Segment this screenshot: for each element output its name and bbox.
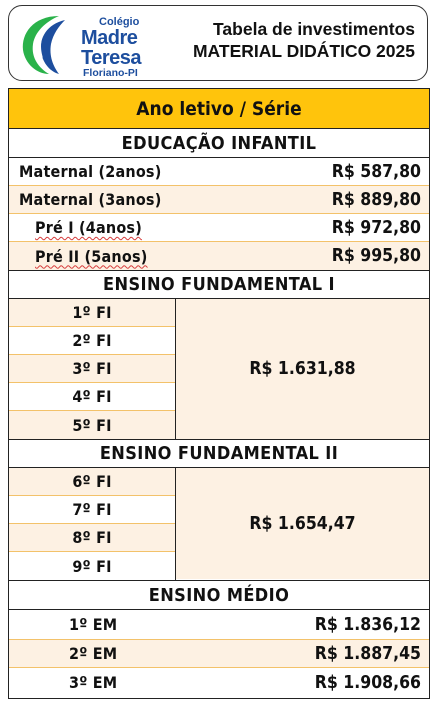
price-value: R$ 1.654,47 — [249, 513, 356, 534]
title-line-2: MATERIAL DIDÁTICO 2025 — [192, 40, 415, 61]
grade-label: 1º FI — [72, 303, 112, 322]
column-header-label: Ano letivo / Série — [136, 97, 302, 120]
grade-label: 6º FI — [72, 472, 112, 491]
table-row — [9, 668, 429, 697]
grade-label: 9º FI — [72, 556, 112, 576]
section-title-fundamental-1: ENSINO FUNDAMENTAL I — [103, 274, 335, 295]
grade-label: 4º FI — [72, 387, 112, 406]
merged-price-cell — [176, 299, 429, 438]
section-title-fundamental-2: ENSINO FUNDAMENTAL II — [99, 443, 339, 464]
section-header-infantil — [9, 129, 429, 158]
grade-label: 5º FI — [72, 415, 112, 435]
grade-label: 3º EM — [69, 673, 118, 692]
price-value: R$ 1.631,88 — [249, 358, 356, 379]
table-row — [9, 158, 429, 186]
grade-label: 1º EM — [69, 615, 118, 634]
table-row — [9, 214, 429, 242]
price-value: R$ 1.908,66 — [314, 672, 421, 693]
grade-label — [35, 214, 142, 241]
price-value: R$ 972,80 — [331, 217, 421, 238]
section-header-medio — [9, 581, 429, 610]
column-divider — [175, 299, 176, 439]
section-title-medio: ENSINO MÉDIO — [148, 584, 290, 606]
table-row — [9, 242, 429, 271]
grade-label — [35, 242, 148, 270]
logo-line-city: Floriano-PI — [83, 67, 138, 79]
logo-wordmark — [81, 17, 141, 79]
merged-price-cell — [176, 468, 429, 579]
price-value: R$ 1.836,12 — [314, 614, 421, 635]
price-value: R$ 995,80 — [331, 246, 421, 266]
section-title-infantil: EDUCAÇÃO INFANTIL — [121, 132, 317, 154]
logo-line-teresa: Teresa — [81, 47, 142, 69]
logo-line-madre: Madre — [81, 27, 138, 49]
table-row — [9, 186, 429, 214]
grade-label: 7º FI — [72, 500, 112, 519]
section-header-fundamental-2 — [9, 440, 429, 468]
document-header — [8, 5, 428, 81]
table-column-header — [9, 89, 429, 129]
grade-label: Maternal (2anos) — [19, 162, 162, 181]
table-row — [9, 610, 429, 640]
grade-label: 2º EM — [69, 644, 118, 663]
grade-label: Maternal (3anos) — [19, 190, 162, 209]
title-line-1: Tabela de investimentos — [213, 19, 415, 39]
logo-line-colegio: Colégio — [99, 16, 140, 28]
price-value: R$ 587,80 — [331, 161, 421, 182]
price-value: R$ 889,80 — [331, 189, 421, 210]
grade-label: 8º FI — [72, 528, 112, 547]
column-divider — [175, 468, 176, 580]
table-row — [9, 640, 429, 668]
grade-label: 2º FI — [72, 331, 112, 350]
logo-swoosh-icon — [19, 12, 83, 78]
price-value: R$ 1.887,45 — [314, 643, 421, 664]
grade-label-text: Pré II (5anos) — [35, 246, 148, 266]
price-table — [8, 88, 430, 699]
document-title — [193, 19, 415, 63]
grade-label: 3º FI — [72, 359, 112, 378]
section-header-fundamental-1 — [9, 271, 429, 299]
school-logo — [19, 12, 189, 78]
grade-label-text: Pré I (4anos) — [35, 218, 142, 237]
